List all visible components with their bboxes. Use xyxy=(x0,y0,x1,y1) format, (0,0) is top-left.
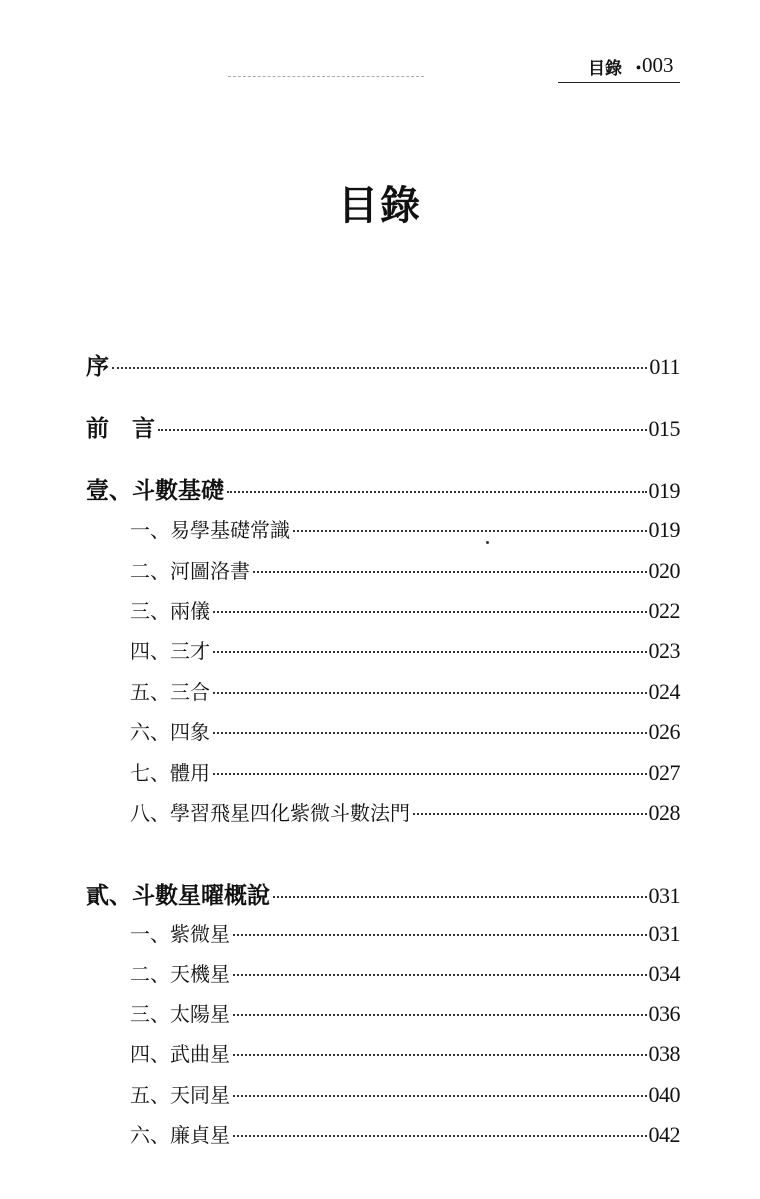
toc-entry-page: 040 xyxy=(648,1082,680,1107)
running-head xyxy=(558,50,680,83)
toc-dot-leader xyxy=(233,934,647,936)
toc-dot-leader xyxy=(233,1014,647,1016)
running-head-title: 目錄 xyxy=(588,59,622,79)
toc-entry xyxy=(130,1038,680,1067)
toc-entry xyxy=(130,555,680,584)
toc-entry xyxy=(130,918,680,947)
running-head-separator: ・ xyxy=(630,59,647,79)
toc-entry-label: 五、三合 xyxy=(130,680,210,704)
toc-entry xyxy=(130,676,680,705)
toc-entry xyxy=(130,1119,680,1148)
toc-dot-leader xyxy=(273,896,647,898)
toc-entry-page: 024 xyxy=(648,679,680,704)
toc-entry-page: 019 xyxy=(648,517,680,542)
toc-entry-label: 一、易學基礎常識 xyxy=(130,518,290,542)
toc-entry-label: 六、廉貞星 xyxy=(130,1123,230,1147)
toc-entry xyxy=(130,958,680,987)
toc-dot-leader xyxy=(233,1054,647,1056)
running-head-page-number: 003 xyxy=(642,53,674,77)
toc-entry-label: 序 xyxy=(86,354,109,380)
toc-entry-page: 022 xyxy=(648,598,680,623)
toc-dot-leader xyxy=(213,651,647,653)
toc-entry xyxy=(86,472,680,505)
toc-entry-label: 八、學習飛星四化紫微斗數法門 xyxy=(130,801,410,825)
toc-entry-label: 二、河圖洛書 xyxy=(130,559,250,583)
toc-entry-page: 042 xyxy=(648,1122,680,1147)
toc-entry-page: 020 xyxy=(648,558,680,583)
toc-dot-leader xyxy=(233,1135,647,1137)
toc-entry-label: 壹、斗數基礎 xyxy=(86,478,224,504)
toc-entry-label: 貳、斗數星曜概說 xyxy=(86,883,270,909)
toc-dot-leader xyxy=(213,732,647,734)
toc-entry-label: 三、兩儀 xyxy=(130,599,210,623)
toc-entry-label: 四、三才 xyxy=(130,639,210,663)
toc-entry-page: 031 xyxy=(648,883,680,908)
toc-dot-leader xyxy=(253,571,647,573)
toc-entry xyxy=(130,716,680,745)
toc-dot-leader xyxy=(213,611,647,613)
toc-entry xyxy=(130,757,680,786)
toc-dot-leader xyxy=(227,491,647,493)
toc-dot-leader xyxy=(233,1095,647,1097)
toc-entry-label: 二、天機星 xyxy=(130,962,230,986)
toc-dot-leader xyxy=(213,692,647,694)
toc-entry-page: 027 xyxy=(648,760,680,785)
toc-dot-leader xyxy=(293,530,647,532)
toc-entry xyxy=(130,514,680,543)
page-title: 目錄 xyxy=(338,183,422,229)
toc-entry-page: 026 xyxy=(648,719,680,744)
toc-entry-page: 011 xyxy=(649,354,680,379)
print-speck xyxy=(486,541,489,544)
toc-entry xyxy=(86,410,680,443)
toc-entry-page: 031 xyxy=(648,921,680,946)
toc-entry-label: 一、紫微星 xyxy=(130,922,230,946)
toc-entry-page: 038 xyxy=(648,1041,680,1066)
toc-entry xyxy=(86,348,680,381)
toc-entry-page: 023 xyxy=(648,638,680,663)
toc-entry-page: 036 xyxy=(648,1001,680,1026)
toc-dot-leader xyxy=(112,367,647,369)
header-rule xyxy=(228,76,424,77)
toc-entry xyxy=(130,998,680,1027)
toc-entry-page: 034 xyxy=(648,961,680,986)
toc-entry-label: 前 言 xyxy=(86,416,155,442)
toc-entry-page: 019 xyxy=(648,478,680,503)
toc-entry xyxy=(130,595,680,624)
toc-entry xyxy=(130,797,680,826)
toc-entry-label: 三、太陽星 xyxy=(130,1002,230,1026)
toc-entry-label: 七、體用 xyxy=(130,761,210,785)
toc-entry xyxy=(86,877,680,910)
toc-dot-leader xyxy=(158,429,647,431)
toc-entry-page: 015 xyxy=(648,416,680,441)
toc-entry xyxy=(130,635,680,664)
toc-entry-label: 四、武曲星 xyxy=(130,1042,230,1066)
toc-entry-page: 028 xyxy=(648,800,680,825)
toc-dot-leader xyxy=(213,773,647,775)
toc-dot-leader xyxy=(413,813,647,815)
toc-entry xyxy=(130,1079,680,1108)
toc-entry-label: 六、四象 xyxy=(130,720,210,744)
toc-entry-label: 五、天同星 xyxy=(130,1083,230,1107)
toc-dot-leader xyxy=(233,974,647,976)
